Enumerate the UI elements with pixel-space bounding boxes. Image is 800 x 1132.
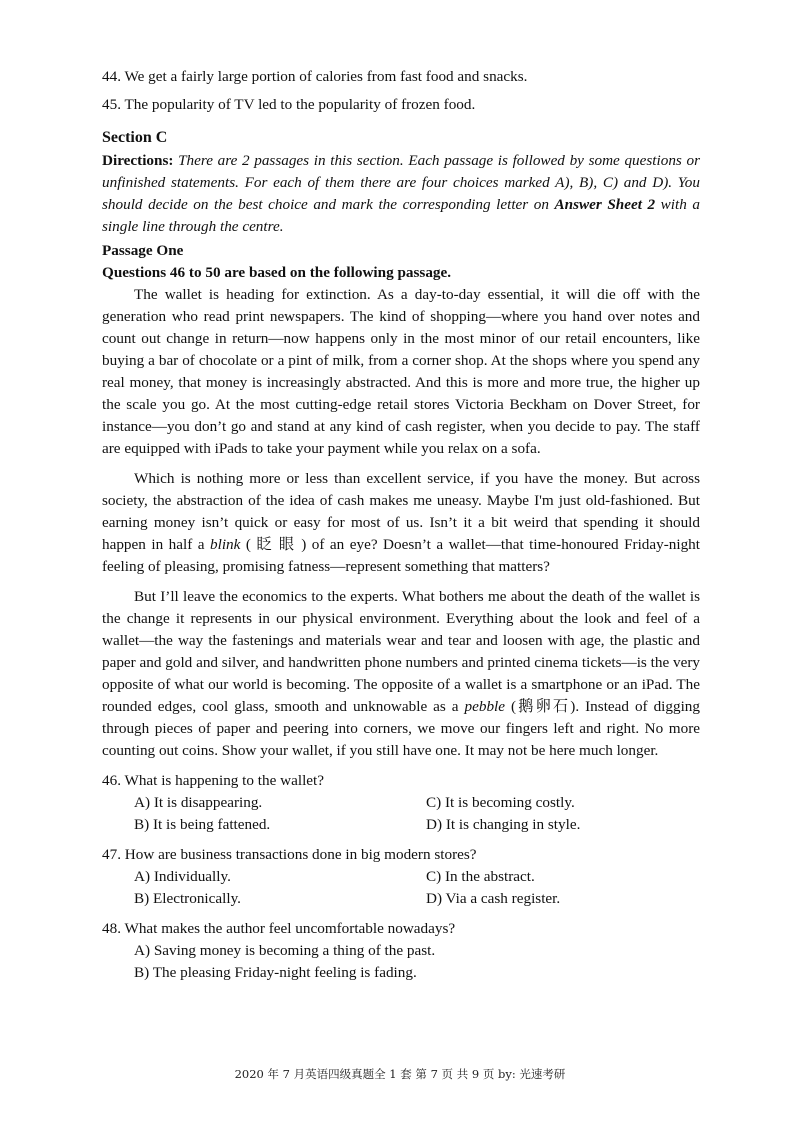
options: [102, 792, 700, 836]
question-stem: 48. What makes the author feel uncomfortable nowadays?: [102, 920, 456, 937]
passage-intro: Questions 46 to 50 are based on the following passage.: [102, 264, 452, 281]
directions-text-1: There are 2 passages in this section. Each passage is followed by some questions or unfinished statements. For each of them there are four choices marked A), B), C) and D). You should decide on the best choice and mark the corresponding letter on: [102, 152, 700, 213]
question-48: [102, 918, 700, 984]
options: [102, 866, 700, 910]
page-content: [102, 66, 700, 984]
option-d: D) Via a cash register.: [426, 890, 561, 907]
word-blink: blink: [210, 536, 241, 553]
section-title: Section C: [102, 129, 168, 146]
paragraph-2: Which is nothing more or less than excellent service, if you have the money. But across society, the abstraction of the idea of cash makes me uneasy. Maybe I'm just old-fashioned. But earning money isn’t quick or easy for most of us. Isn’t it a bit weird that spending it should happen in half a blink ( 眨 眼 ) of an eye? Doesn’t a wallet—that time-honoured Friday-night feeling of pleasing, promising fatness—represent something that matters?: [102, 470, 700, 575]
directions: [102, 150, 700, 238]
paragraph-3: But I’ll leave the economics to the experts. What bothers me about the death of the wallet is the change it represents in our physical environment. Everything about the look and feel of a wallet—the way the fastenings and materials wear and tear and loosen with age, the plastic and paper and gold and silver, and handwritten phone numbers and printed cinema tickets—is the very opposite of what our world is becoming. The opposite of a wallet is a smartphone or an iPad. The rounded edges, cool glass, smooth and unknowable as a pebble (鹅卵石). Instead of digging through pieces of paper and peering into corners, we move our fingers left and right. No more counting out coins. Show your wallet, if you still have one. It may not be here much longer.: [102, 588, 700, 759]
option-c: C) In the abstract.: [426, 868, 535, 885]
directions-text-2: with a single line through the centre.: [102, 196, 700, 235]
option-b: B) The pleasing Friday-night feeling is fading.: [134, 964, 417, 981]
question-stem: 46. What is happening to the wallet?: [102, 772, 324, 789]
word-pebble: pebble: [464, 698, 505, 715]
statement-44: 44. We get a fairly large portion of calories from fast food and snacks.: [102, 68, 528, 85]
statement-45: 45. The popularity of TV led to the popularity of frozen food.: [102, 96, 476, 113]
option-d: D) It is changing in style.: [426, 816, 581, 833]
directions-label: Directions:: [102, 152, 174, 169]
passage-title: Passage One: [102, 242, 184, 259]
question-46: [102, 770, 700, 836]
page-footer: 2020 年 7 月英语四级真题全 1 套 第 7 页 共 9 页 by: 光速考研: [234, 1067, 566, 1081]
question-stem: 47. How are business transactions done in big modern stores?: [102, 846, 477, 863]
option-b: B) It is being fattened.: [134, 816, 271, 833]
paragraph-1: The wallet is heading for extinction. As a day-to-day essential, it will die off with the generation who read print newspapers. The kind of shopping—where you hand over notes and count out change in return—now happens only in the most minor of our retail encounters, like buying a bar of chocolate or a pint of milk, from a corner shop. At the shops where you spend any real money, that money is increasingly abstracted. And this is more and more true, the higher up the scale you go. At the most cutting-edge retail stores Victoria Beckham on Dover Street, for instance—you don’t go and stand at any kind of cash register, when you decide to pay. The staff are equipped with iPads to take your payment while you relax on a sofa.: [102, 286, 700, 457]
answer-sheet-label: Answer Sheet 2: [554, 196, 656, 213]
question-47: [102, 844, 700, 910]
option-b: B) Electronically.: [134, 890, 241, 907]
option-a: A) It is disappearing.: [134, 794, 263, 811]
option-a: A) Individually.: [134, 868, 231, 885]
gloss-blink: ( 眨 眼 ): [240, 536, 312, 553]
option-c: C) It is becoming costly.: [426, 794, 575, 811]
gloss-pebble: (鹅卵石): [505, 698, 576, 715]
option-a: A) Saving money is becoming a thing of the past.: [134, 942, 436, 959]
